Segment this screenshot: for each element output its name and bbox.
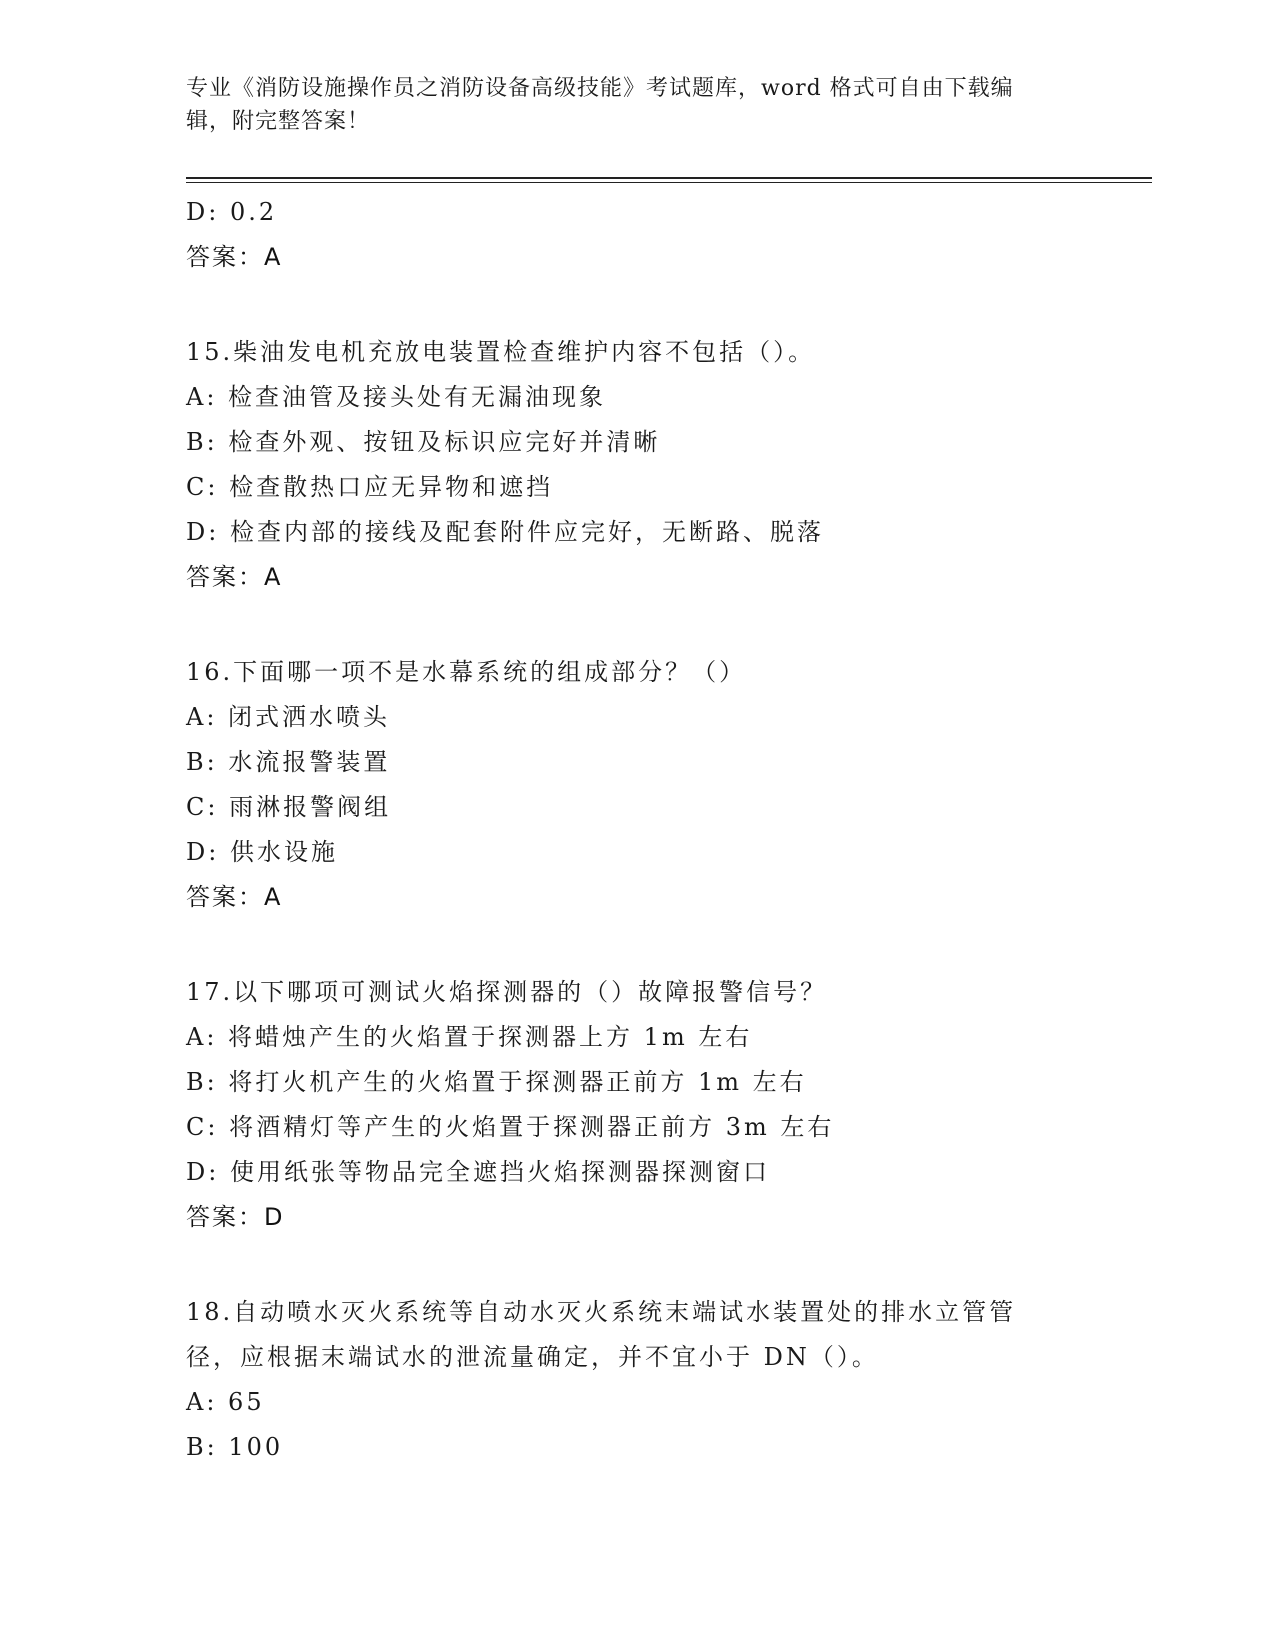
question-text: 17.以下哪项可测试火焰探测器的（）故障报警信号？ xyxy=(186,978,828,1006)
option-b: B: 将打火机产生的火焰置于探测器正前方 1m 左右 xyxy=(186,1068,807,1096)
option-b: B: 水流报警装置 xyxy=(186,748,391,776)
header-line-2: 辑，附完整答案！ xyxy=(186,109,371,134)
spacer xyxy=(186,920,1086,970)
header-divider-thick xyxy=(186,177,1152,179)
option-c: C: 检查散热口应无异物和遮挡 xyxy=(186,473,554,501)
question-list xyxy=(186,190,1086,1470)
answer-line: 答案：A xyxy=(186,563,283,591)
question-text-line-1: 18.自动喷水灭火系统等自动水灭火系统末端试水装置处的排水立管管 xyxy=(186,1298,1017,1326)
option-c: C: 雨淋报警阀组 xyxy=(186,793,392,821)
document-header xyxy=(186,72,1066,138)
spacer xyxy=(186,280,1086,330)
option-c: C: 将酒精灯等产生的火焰置于探测器正前方 3m 左右 xyxy=(186,1113,835,1141)
option-d: D: 供水设施 xyxy=(186,838,338,866)
header-divider-thin xyxy=(186,182,1152,183)
answer-line: 答案：A xyxy=(186,883,283,911)
question-18 xyxy=(186,1290,1086,1470)
option-d: D: 检查内部的接线及配套附件应完好，无断路、脱落 xyxy=(186,518,824,546)
option-a: A: 检查油管及接头处有无漏油现象 xyxy=(186,383,607,411)
option-d: D: 使用纸张等物品完全遮挡火焰探测器探测窗口 xyxy=(186,1158,770,1186)
answer-line: 答案：A xyxy=(186,243,283,271)
question-text-line-2: 径，应根据末端试水的泄流量确定，并不宜小于 DN（）。 xyxy=(186,1343,879,1371)
option-a: A: 闭式洒水喷头 xyxy=(186,703,391,731)
header-line-1: 专业《消防设施操作员之消防设备高级技能》考试题库，word 格式可自由下载编 xyxy=(186,76,1014,101)
question-16 xyxy=(186,650,1086,920)
option-d: D: 0.2 xyxy=(186,198,278,226)
question-15 xyxy=(186,330,1086,600)
option-a: A: 65 xyxy=(186,1388,265,1416)
spacer xyxy=(186,600,1086,650)
answer-line: 答案：D xyxy=(186,1203,285,1231)
spacer xyxy=(186,1240,1086,1290)
option-b: B: 100 xyxy=(186,1433,284,1461)
question-text: 16.下面哪一项不是水幕系统的组成部分？（） xyxy=(186,658,747,686)
question-text: 15.柴油发电机充放电装置检查维护内容不包括（）。 xyxy=(186,338,816,366)
previous-question-tail xyxy=(186,190,1086,280)
question-17 xyxy=(186,970,1086,1240)
option-a: A: 将蜡烛产生的火焰置于探测器上方 1m 左右 xyxy=(186,1023,753,1051)
option-b: B: 检查外观、按钮及标识应完好并清晰 xyxy=(186,428,661,456)
